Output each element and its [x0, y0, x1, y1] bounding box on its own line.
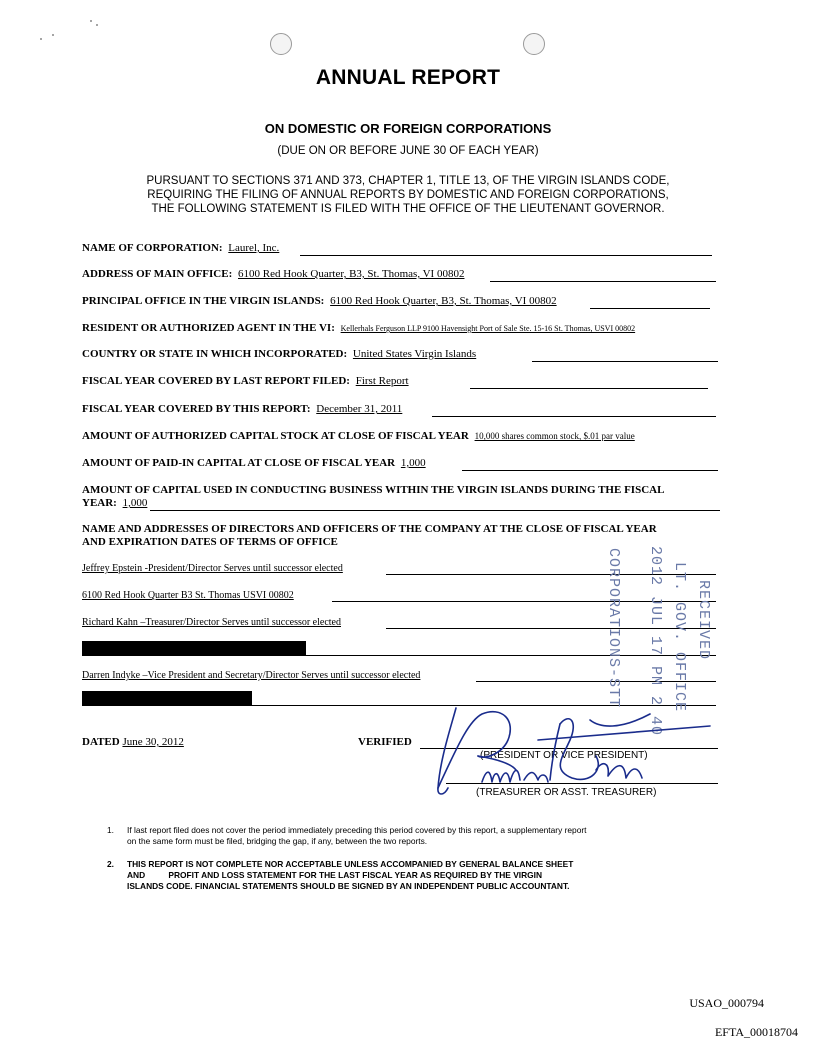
field-label: FISCAL YEAR COVERED BY THIS REPORT: [82, 403, 311, 415]
note-line: AND PROFIT AND LOSS STATEMENT FOR THE LAST FISCAL YEAR AS REQUIRED BY THE VIRGIN [127, 870, 543, 880]
director-address: 6100 Red Hook Quarter B3 St. Thomas USVI 00802 [82, 590, 294, 601]
field-label: NAME OF CORPORATION: [82, 242, 223, 254]
entry-underline [386, 628, 716, 629]
punch-hole-left [270, 33, 292, 55]
pursuant-statement [90, 174, 726, 216]
note-line: ISLANDS CODE. FINANCIAL STATEMENTS SHOULD BE SIGNED BY AN INDEPENDENT PUBLIC ACCOUNTANT. [127, 881, 570, 891]
field-fiscal-last-report [82, 375, 409, 387]
punch-hole-right [523, 33, 545, 55]
note-line: If last report filed does not cover the period immediately preceding this period covered by this report, a supplementary report [127, 825, 587, 835]
directors-heading-line2: AND EXPIRATION DATES OF TERMS OF OFFICE [82, 536, 338, 548]
field-underline [470, 388, 708, 389]
field-paid-in-capital [82, 457, 426, 469]
received-stamp-office: LT. GOV. OFFICE [671, 562, 688, 713]
field-value: United States Virgin Islands [352, 348, 477, 360]
field-underline [300, 255, 712, 256]
dated-value: June 30, 2012 [122, 736, 184, 748]
note-1 [107, 825, 727, 847]
due-date-note: (DUE ON OR BEFORE JUNE 30 OF EACH YEAR) [277, 145, 539, 157]
field-capital-used-label: AMOUNT OF CAPITAL USED IN CONDUCTING BUSINESS WITHIN THE VIRGIN ISLANDS DURING THE FISCAL [82, 484, 665, 496]
note-number: 1. [107, 825, 114, 835]
field-value: December 31, 2011 [316, 403, 403, 415]
president-caption: (PRESIDENT OR VICE PRESIDENT) [480, 750, 648, 761]
dated-field [82, 736, 184, 748]
field-country-incorporated [82, 348, 476, 360]
field-corporation-name [82, 242, 279, 254]
received-stamp-received: RECEIVED [695, 580, 712, 661]
redaction-bar [82, 691, 252, 706]
entry-underline [386, 574, 716, 575]
redaction-bar [82, 641, 306, 656]
note-line: on the same form must be filed, bridging the gap, if any, between the two reports. [127, 836, 428, 846]
field-value: Laurel, Inc. [228, 242, 280, 254]
field-underline [590, 308, 710, 309]
field-value: 10,000 shares common stock, $.01 par value [474, 431, 635, 441]
dated-label: DATED [82, 736, 120, 748]
bates-number-usao: USAO_000794 [689, 996, 764, 1010]
field-value: First Report [355, 375, 409, 387]
field-value: 6100 Red Hook Quarter, B3, St. Thomas, VI 00802 [330, 295, 557, 307]
directors-heading-line1: NAME AND ADDRESSES OF DIRECTORS AND OFFICERS OF THE COMPANY AT THE CLOSE OF FISCAL YEAR [82, 523, 657, 535]
field-label: FISCAL YEAR COVERED BY LAST REPORT FILED: [82, 375, 350, 387]
field-authorized-capital [82, 430, 635, 442]
director-entry: Richard Kahn –Treasurer/Director Serves until successor elected [82, 617, 341, 628]
field-resident-agent [82, 322, 635, 334]
scan-speck [40, 38, 42, 40]
field-label: COUNTRY OR STATE IN WHICH INCORPORATED: [82, 348, 348, 360]
bates-number-efta: EFTA_00018704 [714, 1025, 798, 1039]
field-underline [490, 281, 716, 282]
field-underline [150, 510, 720, 511]
note-2 [107, 859, 727, 892]
field-capital-used [82, 497, 147, 509]
field-main-office-address [82, 268, 464, 280]
pursuant-line: PURSUANT TO SECTIONS 371 AND 373, CHAPTER 1, TITLE 13, OF THE VIRGIN ISLANDS CODE, [146, 175, 670, 187]
field-label: PRINCIPAL OFFICE IN THE VIRGIN ISLANDS: [82, 295, 325, 307]
received-stamp-date: 2012 JUL 17 PM 2 40 [647, 546, 664, 737]
report-subtitle: ON DOMESTIC OR FOREIGN CORPORATIONS [264, 121, 552, 136]
field-label: RESIDENT OR AUTHORIZED AGENT IN THE VI: [82, 322, 335, 334]
field-underline [532, 361, 718, 362]
verified-label: VERIFIED [358, 736, 412, 748]
report-title: ANNUAL REPORT [315, 66, 501, 89]
field-value: 1,000 [400, 457, 426, 469]
field-label: AMOUNT OF AUTHORIZED CAPITAL STOCK AT CLOSE OF FISCAL YEAR [82, 430, 469, 442]
field-label: AMOUNT OF PAID-IN CAPITAL AT CLOSE OF FISCAL YEAR [82, 457, 396, 469]
field-underline [462, 470, 718, 471]
pursuant-line: REQUIRING THE FILING OF ANNUAL REPORTS BY DOMESTIC AND FOREIGN CORPORATIONS, [147, 189, 669, 201]
field-value: 6100 Red Hook Quarter, B3, St. Thomas, VI 00802 [238, 268, 465, 280]
treasurer-caption: (TREASURER OR ASST. TREASURER) [476, 787, 657, 798]
field-fiscal-this-report [82, 403, 402, 415]
note-line: THIS REPORT IS NOT COMPLETE NOR ACCEPTABLE UNLESS ACCOMPANIED BY GENERAL BALANCE SHEET [127, 859, 574, 869]
field-label: YEAR: [82, 497, 117, 509]
scan-speck [90, 20, 92, 22]
scan-speck [52, 34, 54, 36]
director-entry: Jeffrey Epstein -President/Director Serves until successor elected [82, 563, 343, 574]
field-label: ADDRESS OF MAIN OFFICE: [82, 268, 233, 280]
scan-speck [96, 24, 98, 26]
field-value: 1,000 [122, 497, 148, 509]
field-principal-office [82, 295, 557, 307]
received-stamp-division: CORPORATIONS-STT [605, 548, 622, 709]
field-value: Kellerhals Ferguson LLP 9100 Havensight Port of Sale Ste. 15-16 St. Thomas, USVI 00802 [340, 324, 636, 333]
handwritten-signature [420, 700, 740, 800]
director-entry: Darren Indyke –Vice President and Secretary/Director Serves until successor elected [82, 670, 421, 681]
note-number: 2. [107, 859, 114, 869]
pursuant-line: THE FOLLOWING STATEMENT IS FILED WITH THE OFFICE OF THE LIEUTENANT GOVERNOR. [151, 203, 665, 215]
field-underline [432, 416, 716, 417]
